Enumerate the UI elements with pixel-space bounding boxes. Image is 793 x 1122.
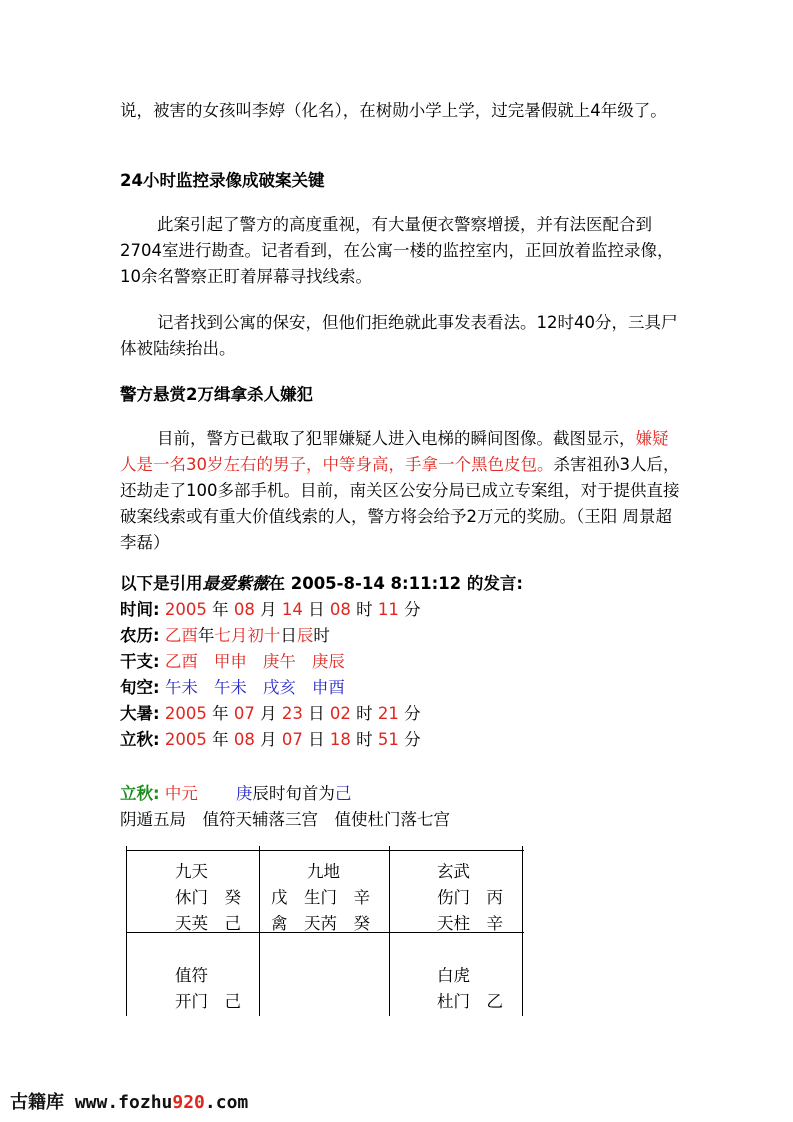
liqiu-minute: 51 <box>377 730 399 749</box>
grid-c4-door: 开门 己 <box>175 992 241 1011</box>
paragraph-4-text-a: 目前，警方已截取了犯罪嫌疑人进入电梯的瞬间图像。截图显示， <box>157 429 636 448</box>
ganzhi-hour: 庚辰 <box>311 652 345 671</box>
grid-c1-deity: 九天 <box>175 862 208 881</box>
heading-1: 24小时监控录像成破案关键 <box>120 171 325 190</box>
ganzhi-label: 干支: <box>120 652 160 671</box>
time-month-unit: 月 <box>260 600 277 619</box>
lunar-year: 乙酉 <box>164 626 198 645</box>
paragraph-1: 说，被害的女孩叫李婷（化名），在树勋小学上学，过完暑假就上4年级了。 <box>120 101 667 120</box>
ganzhi-row <box>120 649 345 675</box>
grid-vline-2 <box>259 846 260 1016</box>
grid-vline-3 <box>389 846 390 1016</box>
time-label: 时间: <box>120 600 160 619</box>
grid-c6-door: 杜门 乙 <box>437 992 503 1011</box>
xunkong-row <box>120 675 345 701</box>
liqiu-year-unit: 年 <box>212 730 229 749</box>
time-day: 14 <box>281 600 303 619</box>
grid-c4-deity: 值符 <box>175 966 208 985</box>
heading-2: 警方悬赏2万缉拿杀人嫌犯 <box>120 385 313 404</box>
dashu-hour: 02 <box>329 704 351 723</box>
time-hour: 08 <box>329 600 351 619</box>
footer-url-a: www.fozhu <box>64 1092 173 1113</box>
footer-url-number: 920 <box>172 1092 205 1113</box>
liqiu-yuan-row <box>120 781 351 807</box>
ganzhi-month: 甲申 <box>213 652 247 671</box>
lunar-year-unit: 年 <box>197 626 215 645</box>
lunar-day: 初十 <box>247 626 281 645</box>
liqiu-yuan: 中元 <box>164 784 198 803</box>
time-minute-unit: 分 <box>404 600 421 619</box>
liqiu-hour-unit: 时 <box>356 730 373 749</box>
time-day-unit: 日 <box>308 600 325 619</box>
xunkong-month: 午未 <box>213 678 247 697</box>
liqiu-day-unit: 日 <box>308 730 325 749</box>
time-hour-unit: 时 <box>356 600 373 619</box>
time-year-unit: 年 <box>212 600 229 619</box>
lunar-hour-unit: 时 <box>313 626 330 645</box>
grid-c2-door: 戊 生门 辛 <box>271 888 370 907</box>
dashu-year: 2005 <box>164 704 207 723</box>
time-month: 08 <box>233 600 255 619</box>
xunkong-hour: 申酉 <box>311 678 345 697</box>
paragraph-4-text-b: 杀害祖孙3人后，还劫走了100多部手机。目前，南关区公安分局已成立专案组，对于提供直接破案线索或有重大价值线索的人，警方将会给予2万元的奖励。（王阳 周景超 李磊） <box>120 455 680 552</box>
quote-header <box>120 571 523 597</box>
grid-vline-4 <box>522 846 523 1016</box>
lunar-hour: 辰 <box>296 626 314 645</box>
liqiu-hour: 18 <box>329 730 351 749</box>
grid-c2-star: 禽 天芮 癸 <box>271 914 370 933</box>
dun-row: 阴遁五局 值符天辅落三宫 值使杜门落七宫 <box>120 810 450 829</box>
footer-watermark <box>10 1088 248 1114</box>
liqiu-yuan-label: 立秋: <box>120 784 160 803</box>
dashu-month-unit: 月 <box>260 704 277 723</box>
grid-c1-door: 休门 癸 <box>175 888 241 907</box>
paragraph-2: 此案引起了警方的高度重视，有大量便衣警察增援，并有法医配合到2704室进行勘查。记者看到，在公寓一楼的监控室内，正回放着监控录像，10余名警察正盯着屏幕寻找线索。 <box>120 215 674 286</box>
ganzhi-day: 庚午 <box>262 652 296 671</box>
dashu-row <box>120 701 421 727</box>
xunkong-label: 旬空: <box>120 678 160 697</box>
lunar-label: 农历: <box>120 626 160 645</box>
paragraph-3: 记者找到公寓的保安，但他们拒绝就此事发表看法。12时40分，三具尸体被陆续抬出。 <box>120 313 678 358</box>
grid-c1-star: 天英 己 <box>175 914 241 933</box>
dashu-minute-unit: 分 <box>404 704 421 723</box>
grid-c3-star: 天柱 辛 <box>437 914 503 933</box>
liqiu-xunshou: 辰时旬首为 <box>252 784 335 803</box>
liqiu-geng: 庚 <box>235 784 253 803</box>
liqiu-year: 2005 <box>164 730 207 749</box>
liqiu-month-unit: 月 <box>260 730 277 749</box>
grid-c3-door: 伤门 丙 <box>437 888 503 907</box>
footer-url-b: .com <box>204 1092 249 1113</box>
dashu-hour-unit: 时 <box>356 704 373 723</box>
time-row <box>120 597 421 623</box>
liqiu-row <box>120 727 421 753</box>
liqiu-month: 08 <box>233 730 255 749</box>
quote-suffix: 在 2005-8-14 8:11:12 的发言: <box>268 574 523 593</box>
liqiu-ji: 己 <box>334 784 352 803</box>
grid-vline-1 <box>126 846 127 1016</box>
liqiu-day: 07 <box>281 730 303 749</box>
dashu-month: 07 <box>233 704 255 723</box>
grid-c3-deity: 玄武 <box>437 862 470 881</box>
xunkong-year: 午未 <box>164 678 198 697</box>
dashu-label: 大暑: <box>120 704 160 723</box>
grid-c2-deity: 九地 <box>307 862 340 881</box>
qimen-grid <box>126 846 524 1016</box>
xunkong-day: 戌亥 <box>262 678 296 697</box>
lunar-row <box>120 623 330 649</box>
paragraph-4 <box>120 426 680 556</box>
liqiu-minute-unit: 分 <box>404 730 421 749</box>
dashu-day: 23 <box>281 704 303 723</box>
quote-author: 最爱紫薇 <box>202 574 269 593</box>
grid-top-line <box>126 850 524 851</box>
quote-prefix: 以下是引用 <box>120 574 203 593</box>
dashu-year-unit: 年 <box>212 704 229 723</box>
lunar-month: 七月 <box>214 626 248 645</box>
lunar-day-unit: 日 <box>280 626 297 645</box>
footer-brand: 古籍库 <box>10 1092 64 1113</box>
time-year: 2005 <box>164 600 207 619</box>
time-minute: 11 <box>377 600 399 619</box>
paragraph-4-highlight: 嫌疑人是一名30岁左右的男子，中等身高，手拿一个黑色皮包。 <box>120 429 669 474</box>
liqiu-label: 立秋: <box>120 730 160 749</box>
dashu-minute: 21 <box>377 704 399 723</box>
grid-c6-deity: 白虎 <box>437 966 470 985</box>
ganzhi-year: 乙酉 <box>164 652 198 671</box>
dashu-day-unit: 日 <box>308 704 325 723</box>
